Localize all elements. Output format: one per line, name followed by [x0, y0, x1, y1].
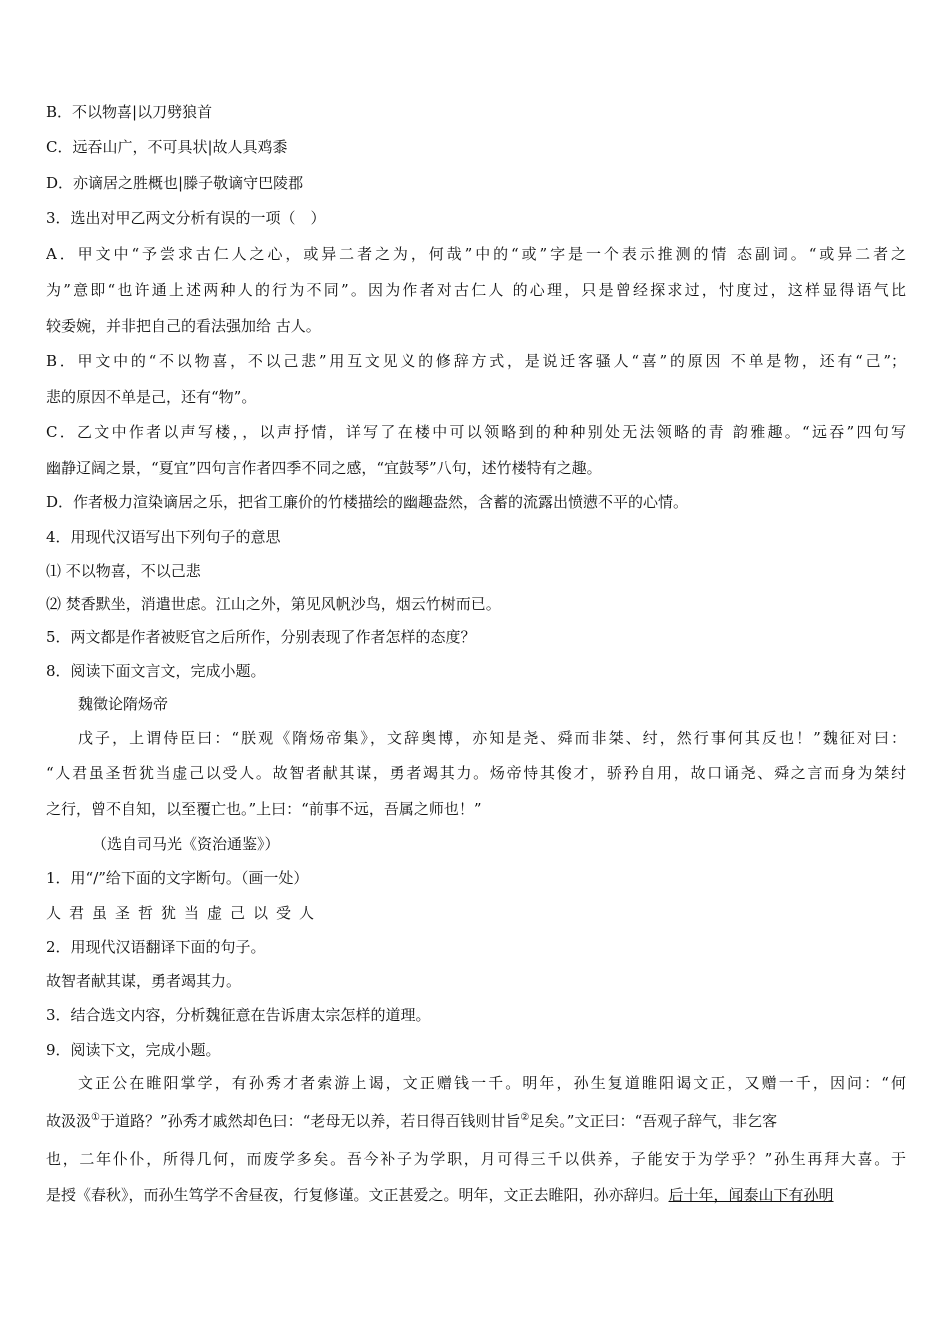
section9-passage-line1: 文正公在睢阳掌学，有孙秀才者索游上谒，文正赠钱一千。明年，孙生复道睢阳谒文正，又赠一千，因问：“何	[78, 1074, 906, 1092]
section8-q1-text: 人君虽圣哲犹当虚己以受人	[46, 904, 323, 922]
section8-heading: 8．阅读下面文言文，完成小题。	[46, 662, 266, 680]
section9-heading: 9．阅读下文，完成小题。	[46, 1041, 221, 1059]
q5-title: 5．两文都是作者被贬官之后所作，分别表现了作者怎样的态度？	[46, 628, 476, 646]
section9-line4-part-a: 是授《春秋》，而孙生笃学不舍昼夜，行复修谨。文正甚爱之。明年，文正去睢阳，孙亦辞归。	[46, 1186, 669, 1204]
option-d: D．亦谪居之胜概也|滕子敬谪守巴陵郡	[46, 174, 304, 192]
section9-line2-part-b: 于道路？”孙秀才戚然却色曰：“老母无以养，若日得百钱则甘旨	[99, 1112, 521, 1130]
section9-line2-part-c: 足矣。”文正曰：“吾观子辞气，非乞客	[529, 1112, 778, 1130]
q3-option-a-line2: 为”意即“也许通上述两种人的行为不同”。因为作者对古仁人 的心理，只是曾经探求过，忖度过，这样显得语气比	[46, 281, 906, 299]
option-b: B．不以物喜|以刀劈狼首	[46, 103, 213, 121]
q4-item-2: ⑵ 焚香默坐，消遣世虑。江山之外，第见风帆沙鸟，烟云竹树而已。	[46, 595, 501, 613]
q3-option-a-line3: 较委婉，并非把自己的看法强加给 古人。	[46, 317, 321, 335]
section8-source: （选自司马光《资治通鉴》）	[92, 835, 280, 853]
section8-passage-title: 魏徵论隋炀帝	[78, 695, 169, 713]
section9-line4-underlined: 后十年，闻泰山下有孙明	[668, 1186, 834, 1204]
section9-line2-part-a: 故汲汲	[46, 1112, 92, 1130]
q4-title: 4．用现代汉语写出下列句子的意思	[46, 528, 281, 546]
option-c: C．远吞山广，不可具状|故人具鸡黍	[46, 138, 288, 156]
q3-option-a-line1: A．甲文中“予尝求古仁人之心，或异二者之为，何哉”中的“或”字是一个表示推测的情 态副词。“或异二者之	[46, 245, 906, 263]
section9-passage-line4	[46, 1185, 906, 1205]
q3-option-c-line2: 幽静辽阔之景，“夏宜”四句言作者四季不同之感，“宜鼓琴”八句，述竹楼特有之趣。	[46, 459, 602, 477]
section8-passage-line2: “人君虽圣哲犹当虚己以受人。故智者献其谋，勇者竭其力。炀帝恃其俊才，骄矜自用，故口诵尧、舜之言而身为桀纣	[46, 764, 906, 782]
footnote-marker-1: ①	[91, 1112, 100, 1123]
q3-option-c-line1: C．乙文中作者以声写楼，，以声抒情，详写了在楼中可以领略到的种种别处无法领略的青 韵雅趣。“远吞”四句写	[46, 423, 906, 441]
section9-passage-line2	[46, 1108, 906, 1131]
section8-q1-title: 1．用“/”给下面的文字断句。（画一处）	[46, 869, 309, 887]
footnote-marker-2: ②	[520, 1112, 530, 1123]
section8-passage-line1: 戊子，上谓侍臣曰：“朕观《隋炀帝集》，文辞奥博，亦知是尧、舜而非桀、纣，然行事何其反也！”魏征对曰：	[78, 729, 906, 747]
section8-q2-text: 故智者献其谋，勇者竭其力。	[46, 972, 242, 990]
section8-q3-title: 3．结合选文内容，分析魏征意在告诉唐太宗怎样的道理。	[46, 1006, 431, 1024]
q3-option-d-line1: D．作者极力渲染谪居之乐，把省工廉价的竹楼描绘的幽趣盎然，含蓄的流露出愤懑不平的心情。	[46, 493, 689, 511]
section8-passage-line3: 之行，曾不自知，以至覆亡也。”上曰：“前事不远，吾属之师也！”	[46, 800, 482, 818]
q3-option-b-line1: B．甲文中的“不以物喜，不以己悲”用互文见义的修辞方式，是说迁客骚人“喜”的原因 不单是物，还有“己”；	[46, 352, 906, 370]
q3-option-b-line2: 悲的原因不单是己，还有“物”。	[46, 388, 257, 406]
q4-item-1: ⑴ 不以物喜，不以己悲	[46, 562, 201, 580]
section9-passage-line3: 也，二年仆仆，所得几何，而废学多矣。吾今补子为学职，月可得三千以供养，子能安于为学乎？”孙生再拜大喜。于	[46, 1150, 906, 1168]
section8-q2-title: 2．用现代汉语翻译下面的句子。	[46, 938, 266, 956]
q3-title: 3．选出对甲乙两文分析有误的一项（ ）	[46, 209, 326, 227]
